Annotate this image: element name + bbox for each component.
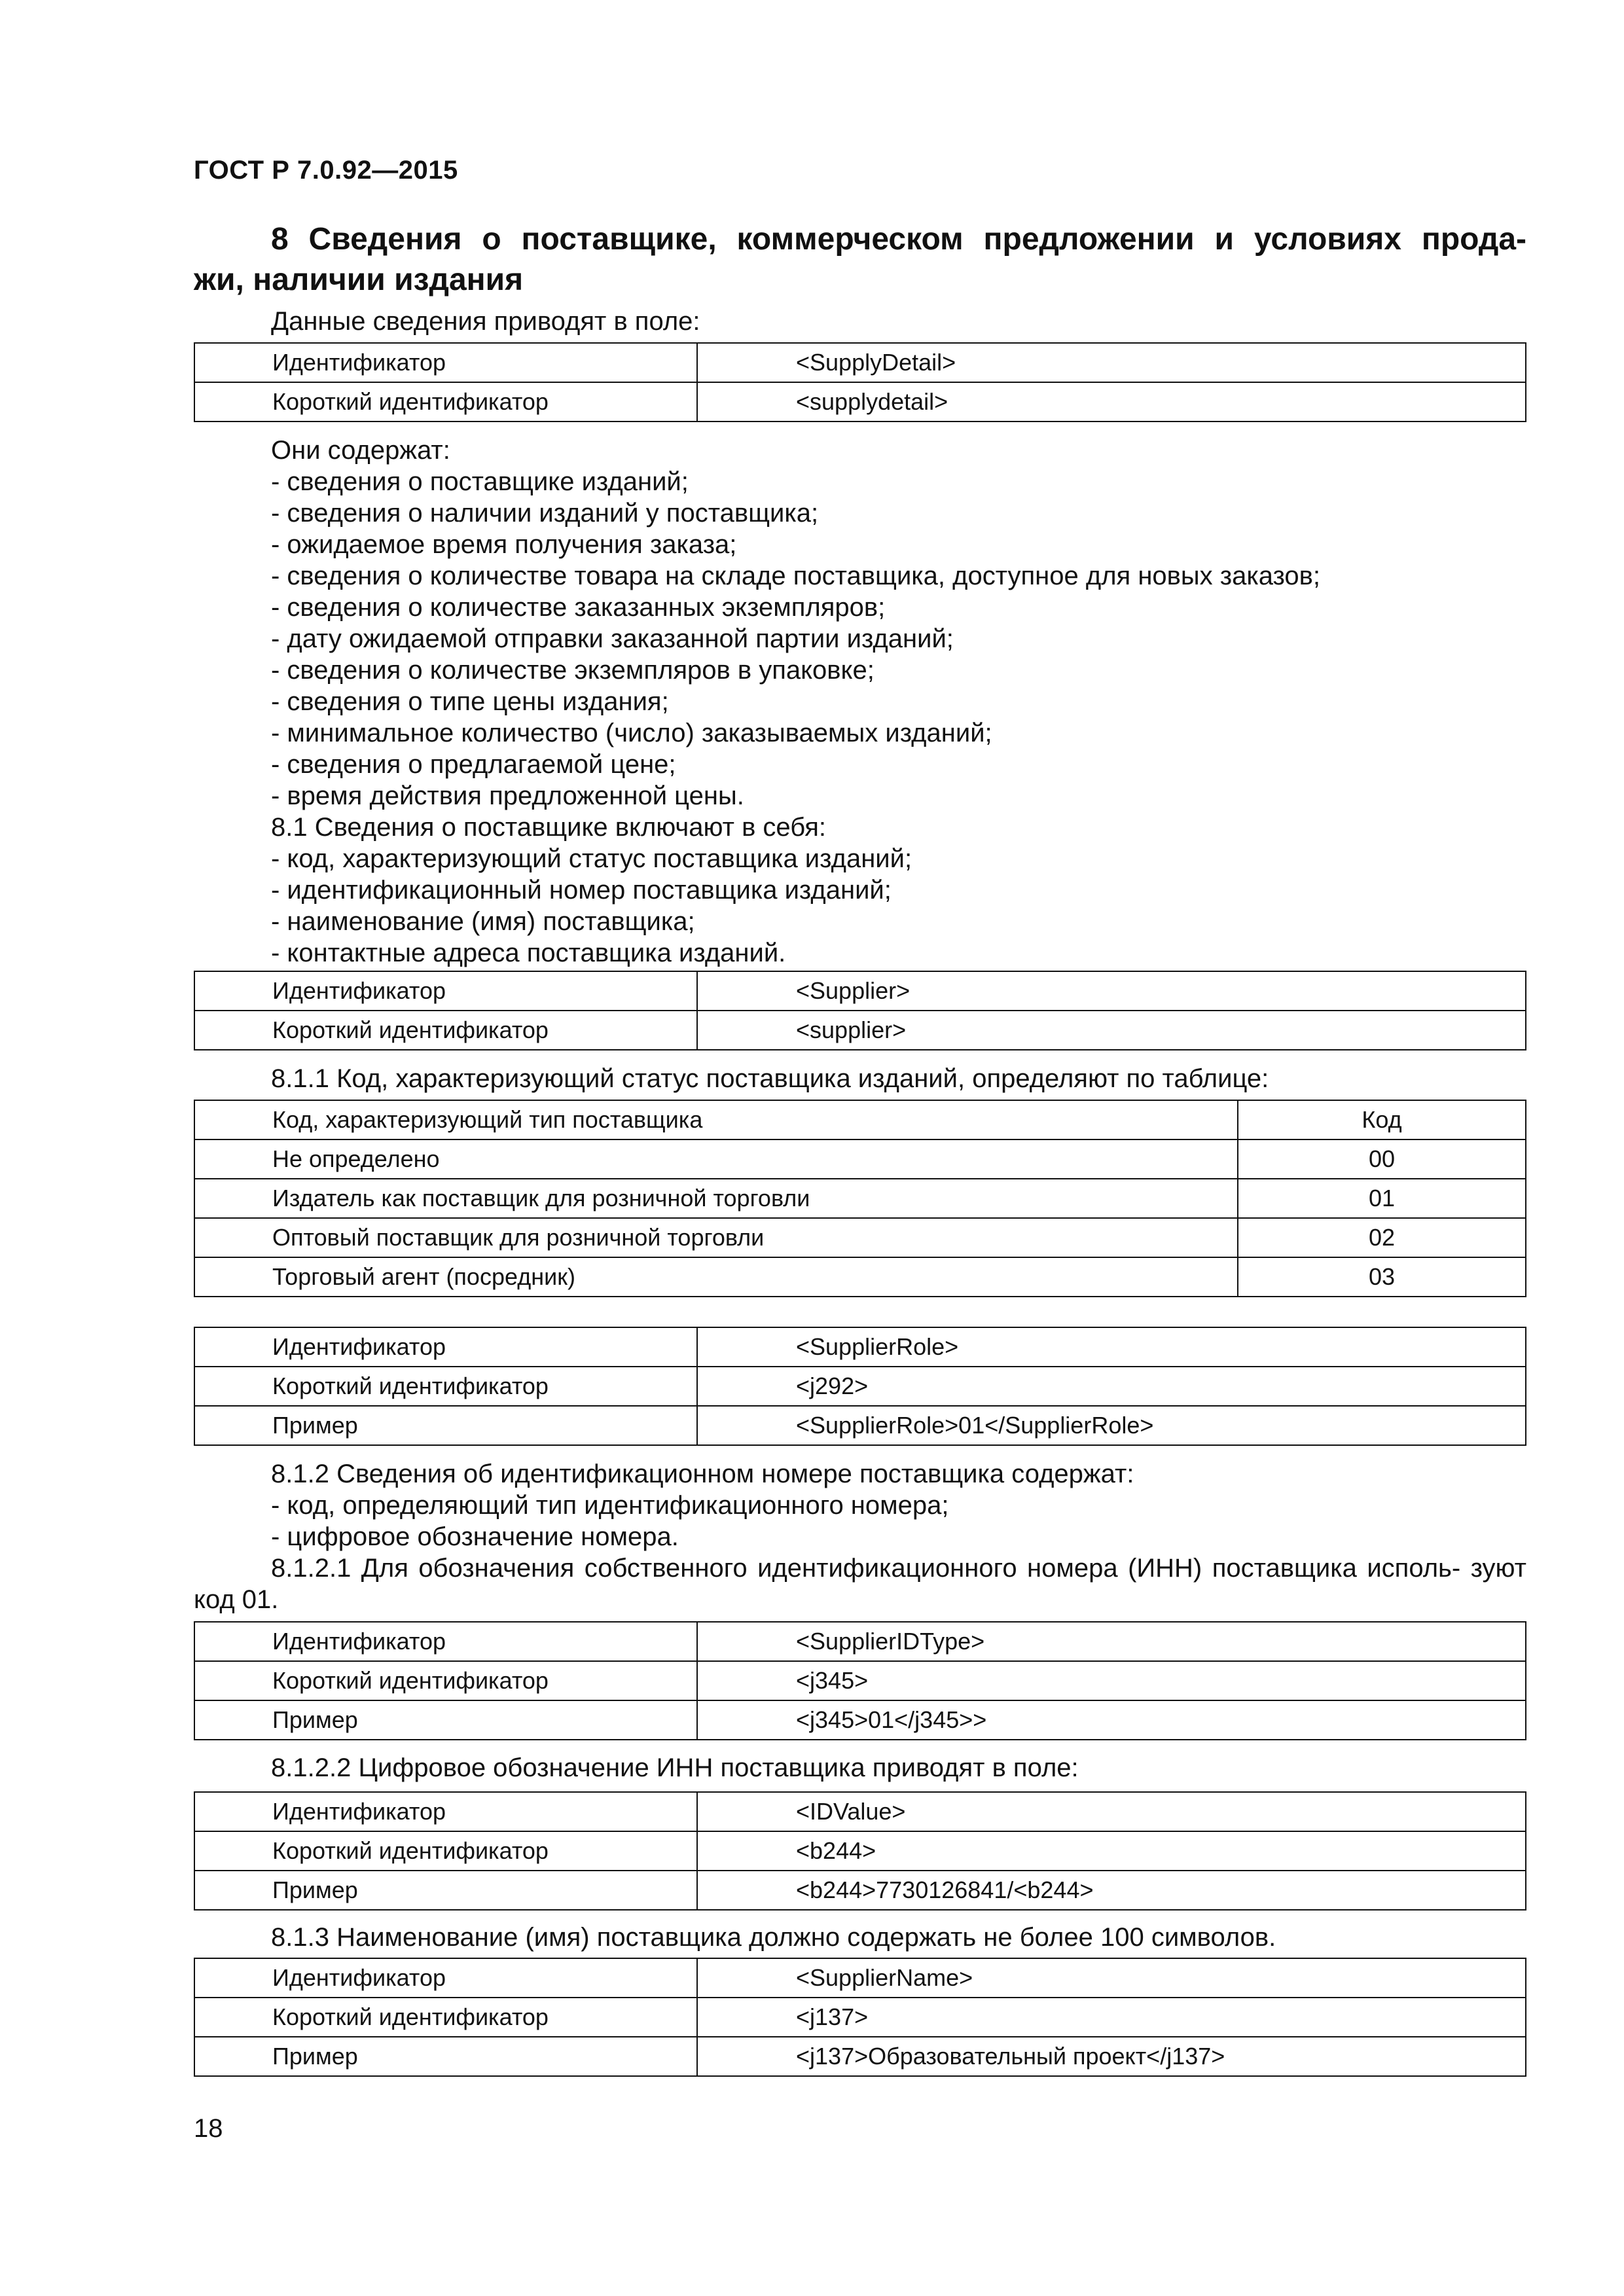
table-suppliername	[194, 1958, 1526, 2077]
list-item: - цифровое обозначение номера.	[271, 1522, 679, 1551]
list-item: - сведения о типе цены издания;	[271, 687, 669, 716]
list-item: - идентификационный номер поставщика изданий;	[271, 876, 892, 905]
table-row	[194, 1998, 1526, 2037]
table-row	[194, 1871, 1526, 1910]
table-row	[194, 1257, 1526, 1297]
paragraph-8-1-3: 8.1.3 Наименование (имя) поставщика должно содержать не более 100 символов.	[271, 1923, 1276, 1952]
table-row	[194, 1792, 1526, 1831]
column-header: Код, характеризующий тип поставщика	[194, 1100, 1238, 1139]
table-row	[194, 1218, 1526, 1257]
table-cell: <j137>	[697, 1998, 1526, 2037]
table-cell: Не определено	[194, 1139, 1238, 1179]
table-supplydetail	[194, 342, 1526, 422]
table-row	[194, 1011, 1526, 1050]
list-item: - сведения о поставщике изданий;	[271, 467, 689, 496]
table-cell: Идентификатор	[194, 971, 697, 1011]
table-cell: <SupplierIDType>	[697, 1622, 1526, 1661]
table-row	[194, 1139, 1526, 1179]
table-supplieridtype	[194, 1621, 1526, 1740]
table-row	[194, 2037, 1526, 2076]
table-row	[194, 1622, 1526, 1661]
table-cell: Короткий идентификатор	[194, 1367, 697, 1406]
table-row	[194, 1831, 1526, 1871]
page-header: ГОСТ Р 7.0.92—2015	[194, 156, 458, 185]
intro-paragraph: Данные сведения приводят в поле:	[271, 307, 700, 336]
table-row	[194, 382, 1526, 422]
table-cell: <b244>	[697, 1831, 1526, 1871]
list-item: - наименование (имя) поставщика;	[271, 907, 695, 936]
table-cell: 03	[1238, 1257, 1526, 1297]
table-cell: Идентификатор	[194, 1792, 697, 1831]
list-item: - минимальное количество (число) заказываемых изданий;	[271, 719, 992, 747]
table-header-row	[194, 1100, 1526, 1139]
table-cell: Идентификатор	[194, 1958, 697, 1998]
list-item: - сведения о наличии изданий у поставщика;	[271, 499, 819, 528]
section-title-line-1: 8 Сведения о поставщике, коммерческом предложении и условиях прода-	[271, 222, 1526, 257]
table-cell: Идентификатор	[194, 1622, 697, 1661]
table-supplierrole	[194, 1327, 1526, 1446]
paragraph-8-1-2-2: 8.1.2.2 Цифровое обозначение ИНН поставщика приводят в поле:	[271, 1753, 1079, 1782]
table-cell: <SupplierRole>	[697, 1327, 1526, 1367]
table-row	[194, 1327, 1526, 1367]
list-item: Они содержат:	[271, 436, 450, 465]
table-cell: <IDValue>	[697, 1792, 1526, 1831]
page-number: 18	[194, 2114, 223, 2143]
paragraph-8-1-2: 8.1.2 Сведения об идентификационном номере поставщика содержат:	[271, 1460, 1134, 1488]
table-cell: Торговый агент (посредник)	[194, 1257, 1238, 1297]
table-cell: <b244>7730126841/<b244>	[697, 1871, 1526, 1910]
table-row	[194, 343, 1526, 382]
list-item: - дату ожидаемой отправки заказанной партии изданий;	[271, 624, 954, 653]
list-item: - время действия предложенной цены.	[271, 781, 744, 810]
table-cell: 01	[1238, 1179, 1526, 1218]
table-cell: <Supplier>	[697, 971, 1526, 1011]
table-cell: Короткий идентификатор	[194, 1011, 697, 1050]
section-title-line-2: жи, наличии издания	[194, 262, 524, 297]
list-item: - сведения о количестве заказанных экземпляров;	[271, 593, 886, 622]
table-cell: Оптовый поставщик для розничной торговли	[194, 1218, 1238, 1257]
table-cell: Пример	[194, 1406, 697, 1445]
table-cell: <SupplyDetail>	[697, 343, 1526, 382]
table-cell: <SupplierRole>01</SupplierRole>	[697, 1406, 1526, 1445]
table-row	[194, 1958, 1526, 1998]
paragraph-8-1-2-1: 8.1.2.1 Для обозначения собственного идентификационного номера (ИНН) поставщика исполь- зуют код 01.	[194, 1554, 1526, 1614]
table-cell: Короткий идентификатор	[194, 1998, 697, 2037]
table-cell: <j292>	[697, 1367, 1526, 1406]
table-cell: <j345>	[697, 1661, 1526, 1700]
table-cell: <j137>Образовательный проект</j137>	[697, 2037, 1526, 2076]
table-row	[194, 971, 1526, 1011]
table-cell: 02	[1238, 1218, 1526, 1257]
table-cell: <supplydetail>	[697, 382, 1526, 422]
table-supplier	[194, 971, 1526, 1050]
table-cell: Издатель как поставщик для розничной торговли	[194, 1179, 1238, 1218]
table-supplier-codes	[194, 1100, 1526, 1297]
table-idvalue	[194, 1791, 1526, 1910]
table-cell: Идентификатор	[194, 1327, 697, 1367]
table-cell: Короткий идентификатор	[194, 1661, 697, 1700]
column-header: Код	[1238, 1100, 1526, 1139]
section-title	[194, 219, 1526, 300]
list-item: - сведения о количестве товара на складе поставщика, доступное для новых заказов;	[271, 562, 1321, 590]
list-item: - контактные адреса поставщика изданий.	[271, 939, 786, 967]
table-cell: Пример	[194, 2037, 697, 2076]
table-row	[194, 1661, 1526, 1700]
list-item: - сведения о количестве экземпляров в упаковке;	[271, 656, 875, 685]
table-cell: Короткий идентификатор	[194, 1831, 697, 1871]
list-item: - код, характеризующий статус поставщика изданий;	[271, 844, 912, 873]
table-row	[194, 1406, 1526, 1445]
paragraph-8-1-1: 8.1.1 Код, характеризующий статус поставщика изданий, определяют по таблице:	[271, 1064, 1269, 1093]
table-cell: Идентификатор	[194, 343, 697, 382]
table-cell: <j345>01</j345>>	[697, 1700, 1526, 1740]
table-cell: <supplier>	[697, 1011, 1526, 1050]
table-row	[194, 1179, 1526, 1218]
table-cell: Короткий идентификатор	[194, 382, 697, 422]
table-cell: Пример	[194, 1871, 697, 1910]
table-cell: <SupplierName>	[697, 1958, 1526, 1998]
list-item: - ожидаемое время получения заказа;	[271, 530, 737, 559]
list-item: - сведения о предлагаемой цене;	[271, 750, 676, 779]
table-row	[194, 1700, 1526, 1740]
table-cell: 00	[1238, 1139, 1526, 1179]
list-item: 8.1 Сведения о поставщике включают в себя:	[271, 813, 827, 842]
table-row	[194, 1367, 1526, 1406]
table-cell: Пример	[194, 1700, 697, 1740]
list-item: - код, определяющий тип идентификационного номера;	[271, 1491, 949, 1520]
